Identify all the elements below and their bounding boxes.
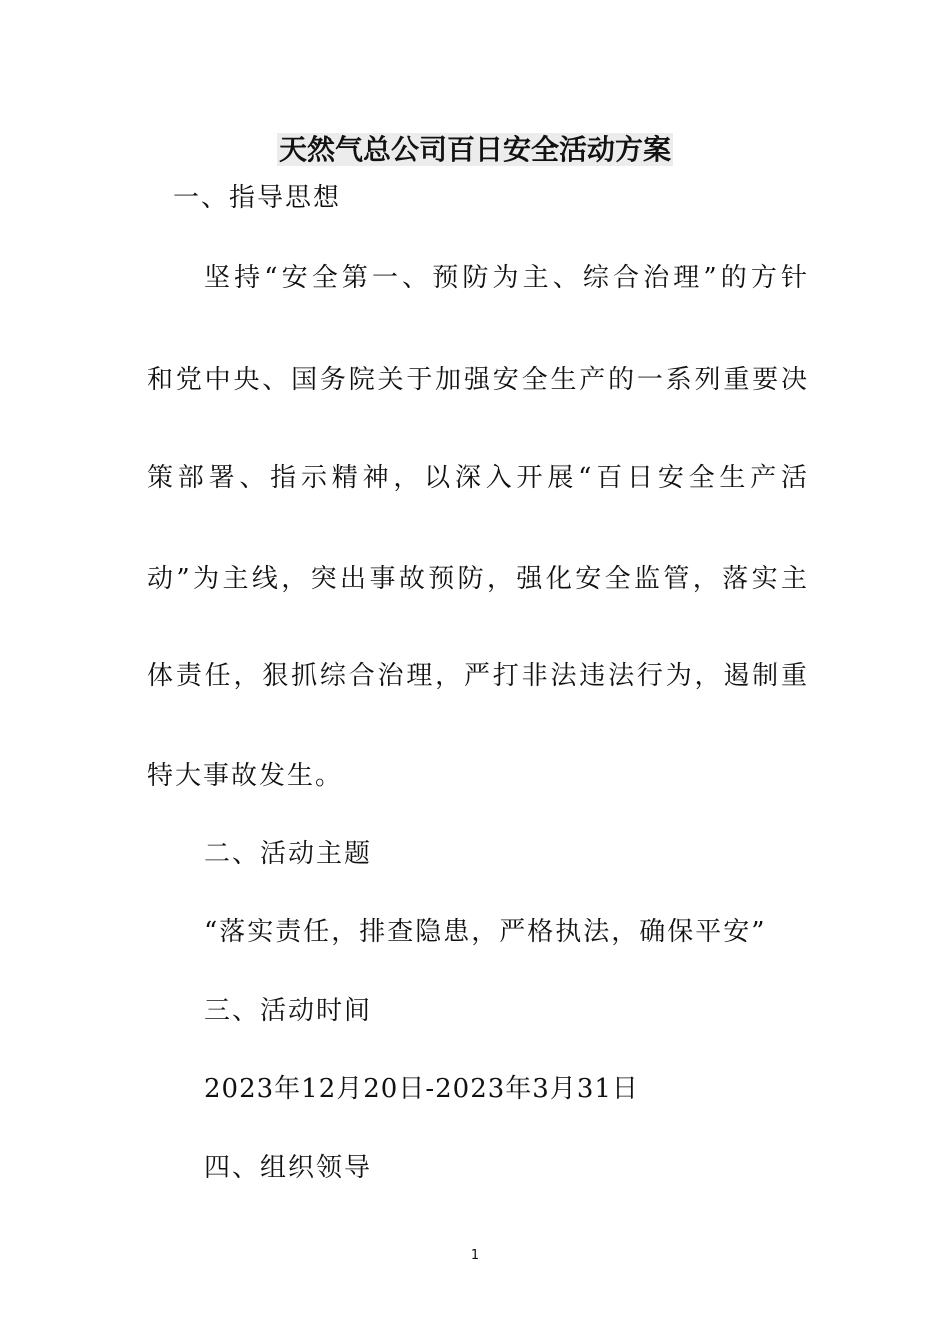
document-title	[0, 130, 950, 170]
section-4-heading: 四、组织领导	[204, 1153, 373, 1183]
paragraph-1-line-3: 策部署、指示精神，以深入开展“百日安全生产活	[147, 463, 807, 493]
paragraph-1-line-4: 动”为主线，突出事故预防，强化安全监管，落实主	[147, 564, 807, 594]
theme-text: “落实责任，排查隐患，严格执法，确保平安”	[204, 917, 767, 947]
paragraph-1-line-1: 坚持“安全第一、预防为主、综合治理”的方针	[204, 263, 807, 293]
section-1-heading: 一、指导思想	[173, 183, 342, 213]
time-text: 2023年12月20日-2023年3月31日	[204, 1074, 639, 1104]
paragraph-1-line-5: 体责任，狠抓综合治理，严打非法违法行为，遏制重	[147, 661, 807, 691]
section-3-heading: 三、活动时间	[204, 996, 373, 1026]
document-title-text: 天然气总公司百日安全活动方案	[278, 133, 671, 166]
paragraph-1-line-2: 和党中央、国务院关于加强安全生产的一系列重要决	[147, 365, 807, 395]
page-number: 1	[470, 1248, 480, 1263]
paragraph-1-line-6: 特大事故发生。	[147, 761, 344, 791]
section-2-heading: 二、活动主题	[204, 839, 373, 869]
